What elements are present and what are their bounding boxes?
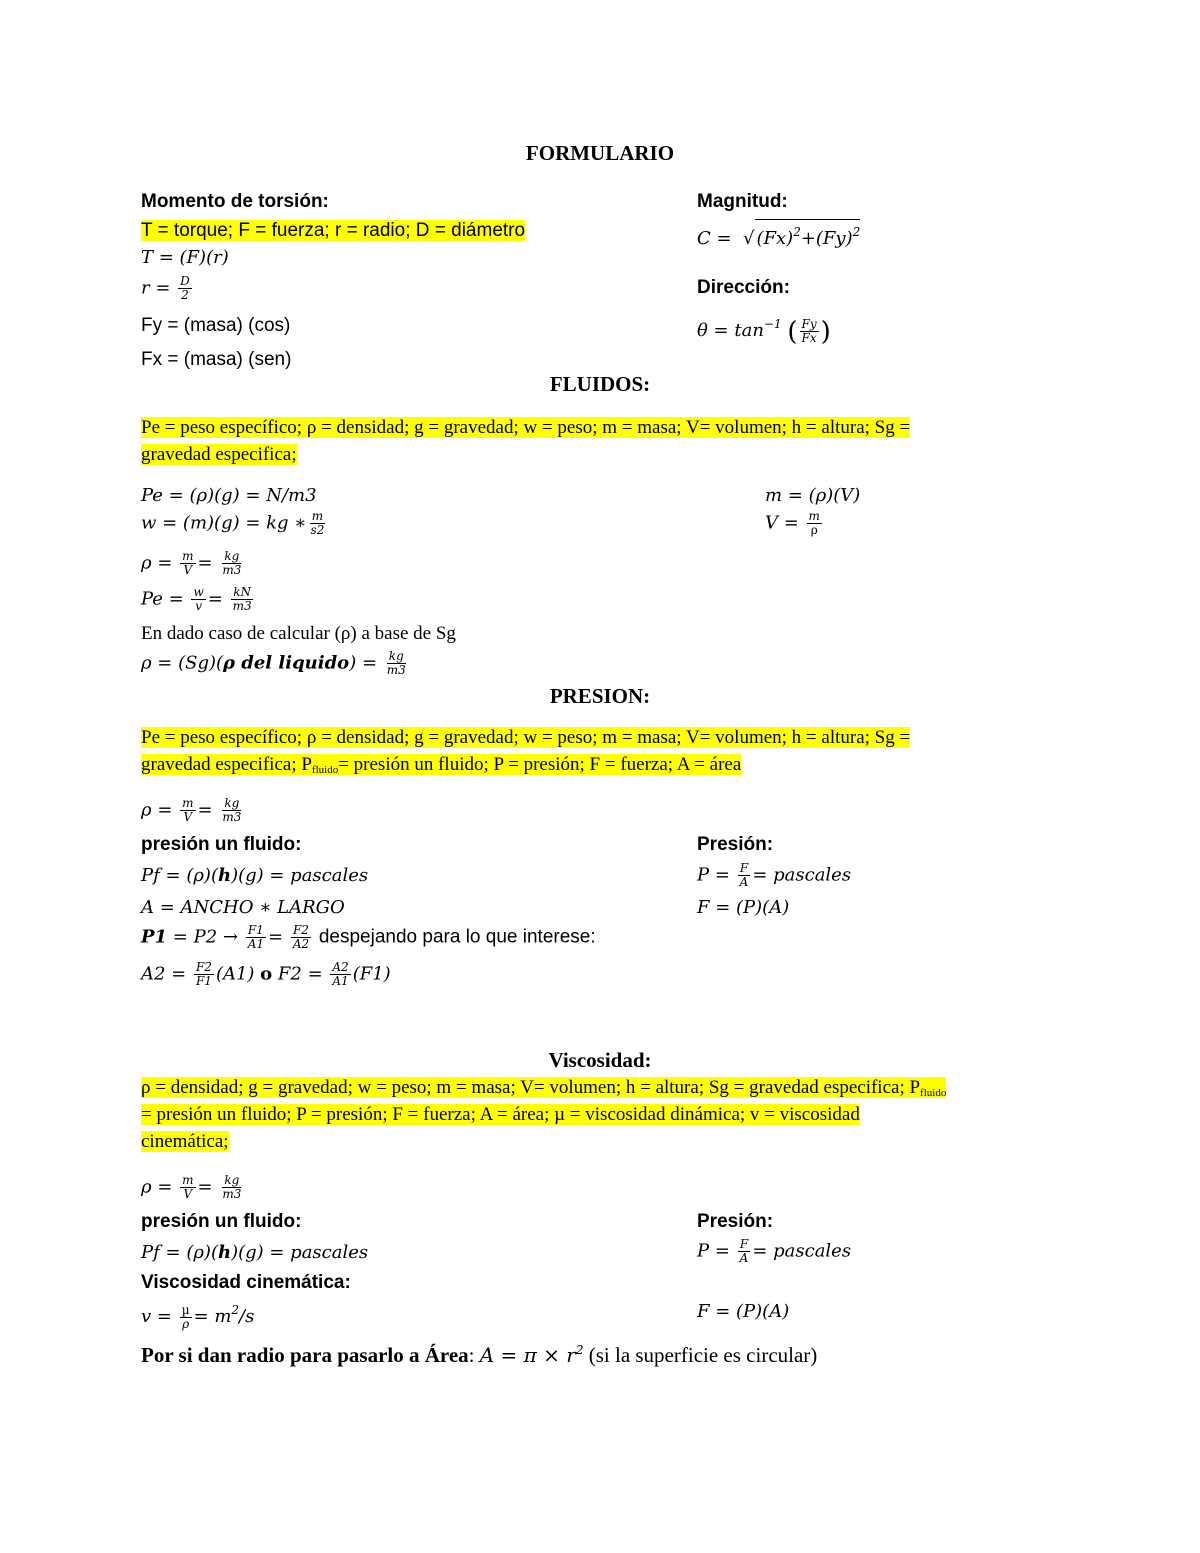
magnitud-label: Magnitud: (697, 191, 788, 212)
fluidos-legend-line1: Pe = peso específico; ρ = densidad; g = gravedad; w = peso; m = masa; V= volumen; h = altura; Sg = (141, 417, 911, 438)
p-formula: P = $\frac{F}{A}$ = pascales (697, 861, 852, 889)
presion-legend-line2: gravedad especifica; $P_{fluido}=$ presión un fluido; P = presión; F = fuerza; A = área (141, 754, 742, 776)
fx-formula: Fx = (masa) (sen) (141, 349, 292, 370)
viscosidad-pf-formula: Pf = (ρ)(h)(g) = pascales (141, 1242, 369, 1263)
presion-fluido-label: presión un fluido: (141, 834, 302, 855)
fluidos-legend-line2: gravedad especifica; (141, 444, 297, 465)
pe-ratio-formula: Pe = $\frac{w}{v}$ = $\frac{kN}{m3}$ (141, 585, 252, 613)
viscosidad-f-formula: F = (P)(A) (697, 1301, 790, 1322)
viscosidad-p-formula: P = $\frac{F}{A}$ = pascales (697, 1237, 852, 1265)
v-formula: V = $\frac{m}{\rho}$ (765, 509, 820, 537)
viscosidad-presion-label: Presión: (697, 1211, 774, 1232)
pe-formula: Pe = (ρ)(g) = N/m3 (141, 485, 317, 506)
rho-formula: ρ = $\frac{m}{V}$ = $\frac{kg}{m3}$ (141, 549, 242, 577)
area-circular-note: Por si dan radio para pasarlo a Área: $A = \pi \times r^2$ (si la superficie es circular) (141, 1343, 818, 1367)
a2-f2-formula: A2 = $\frac{F2}{F1}$ (A1) o F2 = $\frac{A2}{A1}$ (F1) (141, 960, 391, 988)
m-formula: m = (ρ)(V) (765, 485, 861, 506)
viscosidad-cinematica-formula: v = $\frac{\text{µ}}{\rho}$ = $m^2/s$ (141, 1302, 255, 1331)
presion-heading: PRESION: (549, 684, 651, 708)
direccion-formula: $\theta = \tan^{-1}$ ( $\frac{Fy}{Fx}$ ) (697, 316, 831, 347)
torsion-legend: T = torque; F = fuerza; r = radio; D = diámetro (141, 220, 526, 241)
presion-legend-line1: Pe = peso específico; ρ = densidad; g = gravedad; w = peso; m = masa; V= volumen; h = altura; Sg = (141, 727, 911, 748)
sg-note: En dado caso de calcular (ρ) a base de Sg (141, 623, 456, 644)
torque-formula: T = (F)(r) (141, 247, 229, 268)
viscosidad-legend-line1: ρ = densidad; g = gravedad; w = peso; m = masa; V= volumen; h = altura; Sg = gravedad especifica; $P_{fluido}$ (141, 1077, 947, 1099)
viscosidad-rho-formula: ρ = $\frac{m}{V}$ = $\frac{kg}{m3}$ (141, 1173, 242, 1201)
viscosidad-fluido-label: presión un fluido: (141, 1211, 302, 1232)
viscosidad-cinematica-label: Viscosidad cinemática: (141, 1272, 351, 1293)
fluidos-heading: FLUIDOS: (549, 372, 651, 396)
rho-sg-formula: ρ = (Sg)(ρ del liquido) = $\frac{kg}{m3}$ (141, 649, 406, 677)
page-title: FORMULARIO (525, 141, 675, 165)
magnitud-formula: C = √ $(Fx)^2+(Fy)^2$ (697, 219, 860, 251)
viscosidad-legend-line2: = presión un fluido; P = presión; F = fuerza; A = área; µ = viscosidad dinámica; v = viscosidad (141, 1104, 860, 1125)
torsion-label: Momento de torsión: (141, 191, 329, 212)
presion-label: Presión: (697, 834, 774, 855)
direccion-label: Dirección: (697, 277, 790, 298)
area-formula: A = ANCHO ∗ LARGO (141, 897, 345, 918)
presion-rho-formula: ρ = $\frac{m}{V}$ = $\frac{kg}{m3}$ (141, 796, 242, 824)
f-formula: F = (P)(A) (697, 897, 790, 918)
fy-formula: Fy = (masa) (cos) (141, 315, 291, 336)
radius-formula: r = $\frac{D}{2}$ (141, 274, 190, 302)
viscosidad-legend-line3: cinemática; (141, 1131, 229, 1152)
w-formula: w = (m)(g) = kg ∗ $\frac{m}{s2}$ (141, 509, 325, 537)
pascal-principle-formula: P1 = P2 → $\frac{F1}{A1}$ = $\frac{F2}{A2}$ despejando para lo que interese: (141, 923, 596, 951)
pf-formula: Pf = (ρ)(h)(g) = pascales (141, 865, 369, 886)
viscosidad-heading: Viscosidad: (548, 1048, 652, 1072)
